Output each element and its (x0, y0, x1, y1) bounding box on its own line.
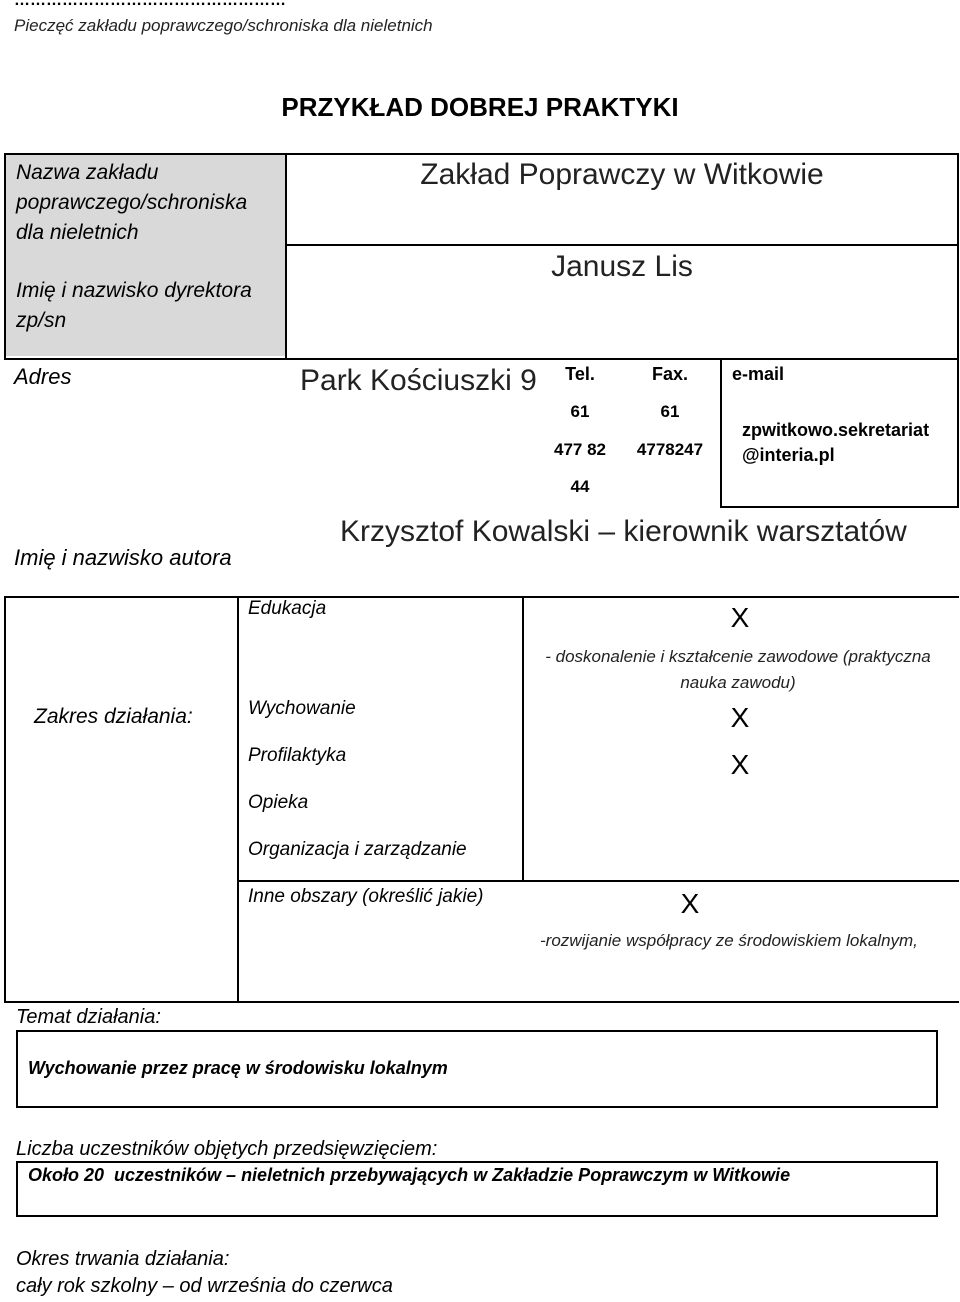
stamp-caption: Pieczęć zakładu poprawczego/schroniska dla nieletnich (14, 16, 433, 35)
border (957, 153, 959, 360)
scope-label: Zakres działania: (34, 705, 193, 728)
address-label: Adres (14, 364, 72, 389)
scope-item-profilaktyka: Profilaktyka (248, 745, 347, 766)
page-title: PRZYKŁAD DOBREJ PRAKTYKI (281, 92, 679, 122)
tel-line-1: 61 (570, 402, 590, 421)
border (720, 506, 958, 508)
email-line-2: @interia.pl (742, 445, 835, 465)
email-label: e-mail (732, 364, 785, 384)
fax-line-1: 61 (660, 402, 680, 421)
border (4, 153, 959, 155)
participants-label: Liczba uczestników objętych przedsięwzięciem: (16, 1138, 438, 1160)
border (237, 596, 239, 1002)
border (957, 358, 959, 508)
border (4, 596, 6, 1002)
email-line-1: zpwitkowo.sekretariat (742, 420, 930, 440)
director-label: Imię i nazwisko dyrektora zp/sn (16, 279, 252, 332)
scope-mark-edukacja: X (730, 602, 750, 633)
border (285, 244, 958, 246)
border (4, 358, 959, 360)
scope-item-inne: Inne obszary (określić jakie) (248, 886, 484, 907)
border (522, 596, 524, 880)
tel-line-3: 44 (570, 477, 590, 496)
stamp-dots: …………………………………………… (14, 0, 286, 9)
scope-note-edukacja: - doskonalenie i kształcenie zawodowe (praktyczna nauka zawodu) (545, 647, 931, 692)
tel-label: Tel. (565, 364, 595, 384)
institution-name-label: Nazwa zakładu poprawczego/schroniska dla nieletnich (16, 161, 248, 244)
border (4, 153, 6, 360)
institution-name-value: Zakład Poprawczy w Witkowie (420, 158, 824, 191)
fax-label: Fax. (651, 364, 689, 384)
fax-line-2: 4778247 (636, 440, 704, 459)
border (4, 596, 959, 598)
duration-value: cały rok szkolny – od września do czerwca (16, 1275, 393, 1297)
scope-mark-profilaktyka: X (730, 749, 750, 780)
scope-note-inne: -rozwijanie współpracy ze środowiskiem lokalnym, (540, 931, 918, 950)
address-value: Park Kościuszki 9 (300, 364, 537, 397)
topic-value: Wychowanie przez pracę w środowisku lokalnym (28, 1058, 448, 1078)
director-value: Janusz Lis (551, 250, 693, 283)
participants-value: Około 20 uczestników – nieletnich przebywających w Zakładzie Poprawczym w Witkowie (28, 1165, 791, 1185)
border (237, 880, 959, 882)
author-label: Imię i nazwisko autora (14, 545, 232, 570)
scope-item-edukacja: Edukacja (248, 598, 327, 619)
border (4, 1001, 959, 1003)
scope-mark-inne: X (680, 888, 700, 919)
duration-label: Okres trwania działania: (16, 1248, 230, 1270)
tel-line-2: 477 82 (554, 440, 606, 459)
border (720, 358, 722, 508)
topic-label: Temat działania: (16, 1006, 161, 1028)
scope-item-wychowanie: Wychowanie (248, 698, 356, 719)
author-value: Krzysztof Kowalski – kierownik warsztatów (340, 515, 907, 548)
scope-item-opieka: Opieka (248, 792, 309, 813)
scope-item-organizacja: Organizacja i zarządzanie (248, 839, 467, 860)
scope-mark-wychowanie: X (730, 702, 750, 733)
